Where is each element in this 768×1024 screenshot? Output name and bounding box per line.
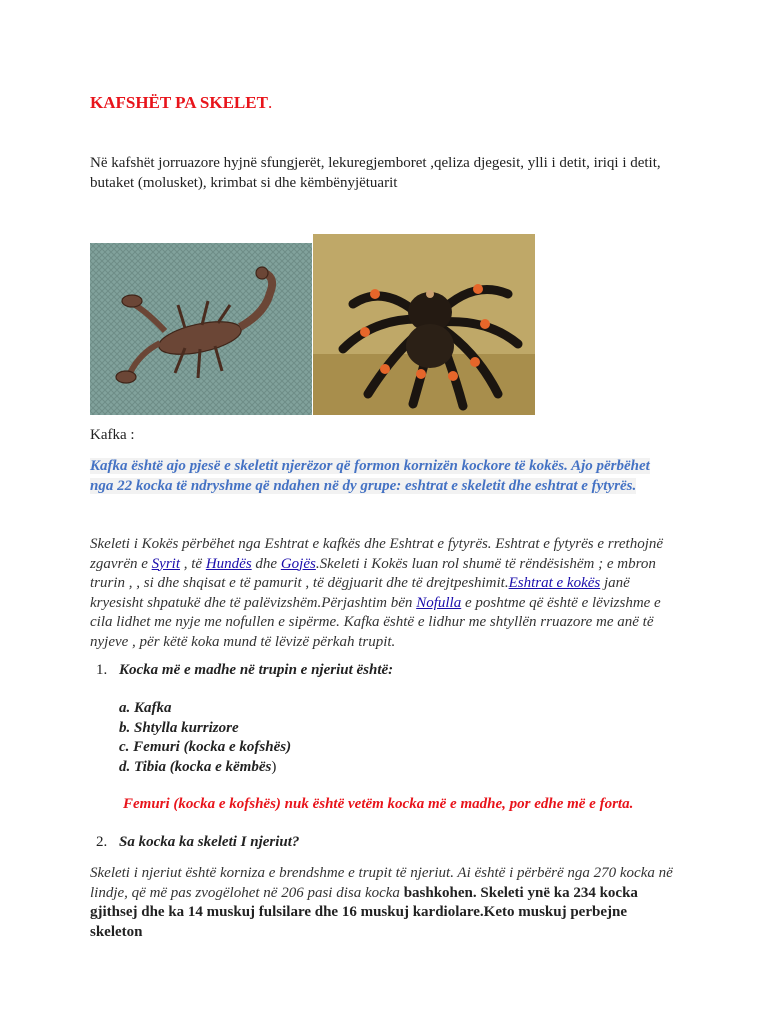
option-b: b. Shtylla kurrizore	[119, 719, 239, 736]
answer-text: Femuri (kocka e kofshës) nuk është vetëm kocka më e madhe, por edhe më e forta.	[123, 796, 634, 812]
question-number: 1.	[96, 662, 108, 678]
page-title: KAFSHËT PA SKELET.	[90, 93, 273, 112]
tarantula-image	[313, 234, 535, 415]
question-text: Sa kocka ka skeleti I njeriut?	[119, 834, 300, 850]
kafka-definition: Kafka është ajo pjesë e skeletit njerëzor që formon kornizën kockore të kokës. Ajo përbëhet nga 22 kocka të ndryshme që ndahen në dy grupe: eshtrat e skeletit dhe eshtrat e fytyrës.	[90, 458, 650, 494]
link-syrit[interactable]: Syrit	[151, 555, 180, 572]
skeleton-paragraph: Skeleti i njeriut është korniza e brendshme e trupit të njeriut. Ai është i përbërë nga 270 kocka në lindje, që më pas zvogëlohet në 206 pasi disa kocka bashkohen. Skeleti ynë ka 234 kocka gjithsej dhe ka 14 muskuj fulsilare dhe 16 muskuj kardiolare.Keto muskuj perbejne skeleton	[90, 865, 673, 940]
option-c: c. Femuri (kocka e kofshës)	[119, 739, 292, 755]
link-nofulla[interactable]: Nofulla	[416, 594, 462, 611]
scorpion-image	[90, 243, 312, 415]
kafka-label: Kafka :	[90, 427, 135, 443]
answer-options	[119, 699, 291, 777]
link-gojes[interactable]: Gojës	[280, 555, 316, 572]
link-eshtrat-e-kokes[interactable]: Eshtrat e kokës	[508, 575, 601, 591]
option-d: d. Tibia (kocka e këmbës)	[119, 758, 277, 775]
option-a: a. Kafka	[119, 700, 172, 716]
question-number: 2.	[96, 834, 108, 850]
skull-paragraph: Skeleti i Kokës përbëhet nga Eshtrat e kafkës dhe Eshtrat e fytyrës. Eshtrat e fytyrës e rrethojnë zgavrën e Syrit , të Hundës dhe Gojës.Skeleti i Kokës luan rol shumë të rëndësishëm ; e mbron trurin , , si dhe shqisat e të pamurit , të dëgjuarit dhe të drejtpeshimit.Eshtrat e kokës janë kryesisht shpatukë dhe të palëvizshëm.Përjashtim bën Nofulla e poshtme që është e lëvizshme e cila lidhet me nyje me nofullen e sipërme. Kafka është e lidhur me shtyllën rruazore me anë të nyjeve , për këtë koka mund të lëvizë përkah trupit.	[90, 536, 664, 650]
link-hundes[interactable]: Hundës	[205, 555, 252, 572]
intro-paragraph: Në kafshët jorruazore hyjnë sfungjerët, lekuregjemboret ,qeliza djegesit, ylli i detit, iriqi i detit, butaket (molusket), krimbat si dhe këmbënyjëtuarit	[90, 155, 661, 191]
question-text: Kocka më e madhe në trupin e njeriut është:	[119, 662, 394, 678]
